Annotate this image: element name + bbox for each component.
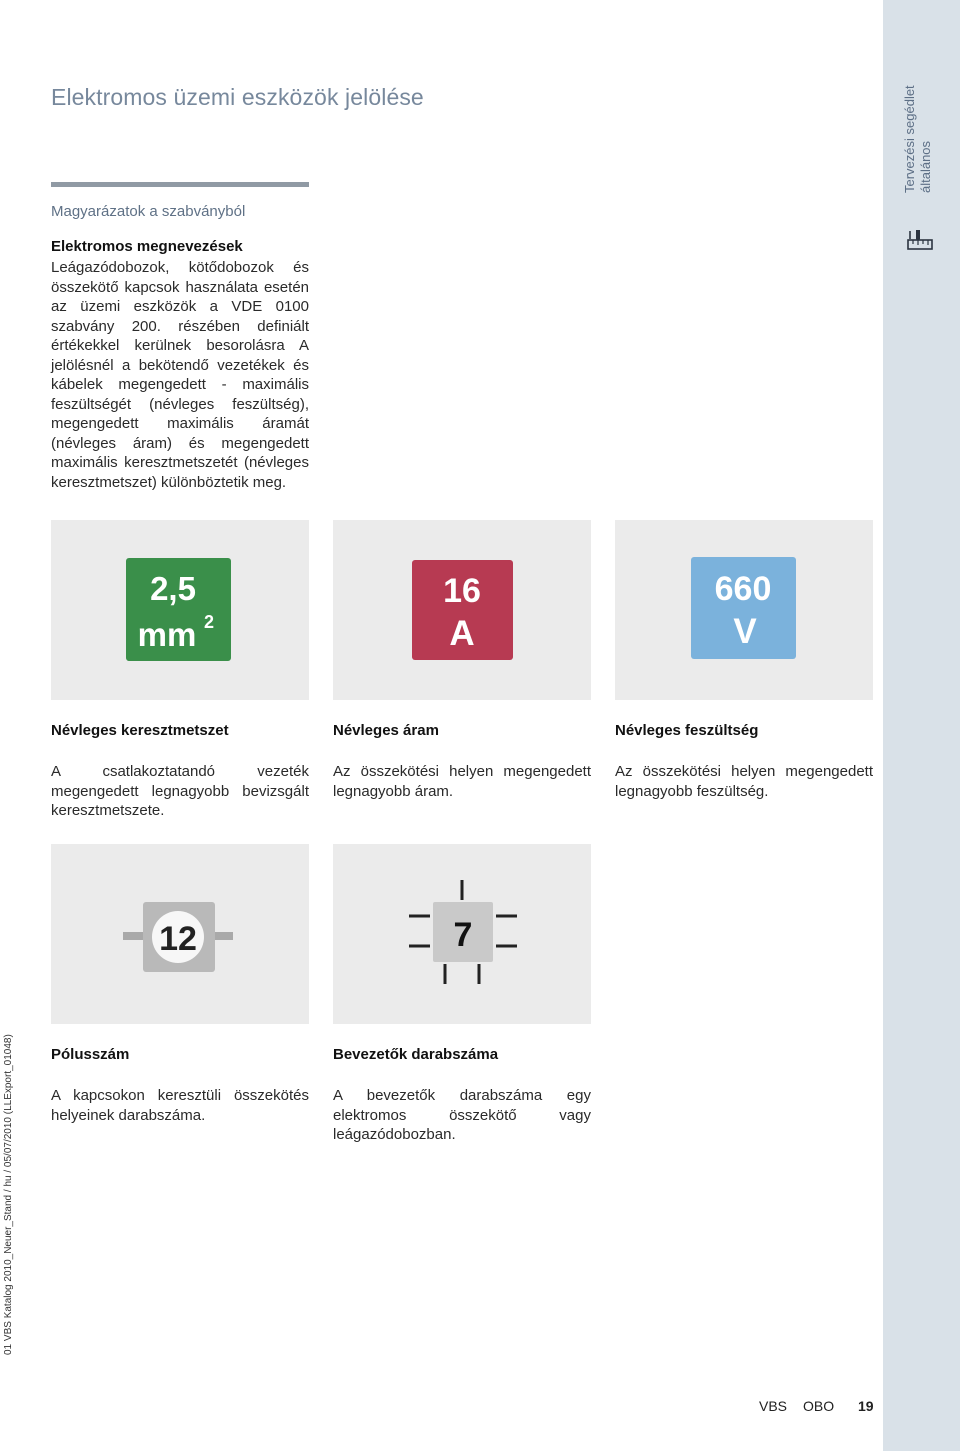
card-text-conductors: A bevezetők darabszáma egy elektromos összekötő vagy leágazódobozban. xyxy=(333,1087,591,1143)
card-title-current: Névleges áram xyxy=(333,722,439,739)
card-text-cross-section: A csatlakoztatandó vezeték megengedett legnagyobb bevizsgált keresztmetszete. xyxy=(51,763,309,819)
sidebar-label-line1: Tervezési segédlet xyxy=(902,85,917,193)
voltage-value: 660 xyxy=(714,570,772,608)
poles-symbol xyxy=(51,844,309,1024)
card-text-poles: A kapcsokon keresztüli összekötés helyeinek darabszáma. xyxy=(51,1087,309,1124)
card-title-conductors: Bevezetők darabszáma xyxy=(333,1046,499,1063)
card-text-current: Az összekötési helyen megengedett legnagyobb áram. xyxy=(333,763,591,800)
ruler-pencil-icon xyxy=(906,228,934,252)
cross-section-unit-superscript: 2 xyxy=(203,612,215,632)
card-title-voltage: Névleges feszültség xyxy=(615,722,759,739)
current-symbol-panel xyxy=(333,520,591,700)
current-unit: A xyxy=(449,614,475,653)
page-number: 19 xyxy=(858,1398,874,1414)
sidebar-label-line2: általános xyxy=(918,140,933,193)
sidebar-section-label xyxy=(902,85,934,193)
cross-section-unit: mm xyxy=(137,616,197,653)
poles-value: 12 xyxy=(159,920,197,958)
subtitle: Magyarázatok a szabványból xyxy=(51,203,246,220)
voltage-symbol xyxy=(615,520,873,700)
footer-brand-obo: OBO xyxy=(803,1398,835,1414)
title-divider xyxy=(51,182,309,187)
intro-paragraph: Leágazódobozok, kötődobozok és összekötő kapcsok használata esetén az üzemi eszközök a VDE 0100 szabvány 200. részében definiált értékekkel kerülnek besorolásra A jelölésnél a bekötendő vezetékek és kábelek megengedett - maximális feszültségét (névleges feszültség), megengedett maximális áramát (névleges áram) és megengedett maximális keresztmetszetét (névleges keresztmetszet) különböztetik meg. xyxy=(51,259,309,491)
cross-section-value: 2,5 xyxy=(150,570,196,607)
page-title: Elektromos üzemi eszközök jelölése xyxy=(51,84,424,110)
poles-symbol-panel xyxy=(51,844,309,1024)
conductors-symbol xyxy=(333,844,591,1024)
cross-section-symbol-panel xyxy=(51,520,309,700)
conductors-symbol-panel xyxy=(333,844,591,1024)
footer-brand-vbs: VBS xyxy=(759,1398,788,1414)
sidebar xyxy=(883,0,960,1451)
card-text-voltage: Az összekötési helyen megengedett legnagyobb feszültség. xyxy=(615,763,873,800)
current-value: 16 xyxy=(443,572,481,610)
footer-document-id: 01 VBS Katalog 2010_Neuer_Stand / hu / 05/07/2010 (LLExport_01048) xyxy=(3,1034,14,1355)
section-heading: Elektromos megnevezések xyxy=(51,238,243,255)
voltage-symbol-panel xyxy=(615,520,873,700)
voltage-unit: V xyxy=(733,612,757,651)
conductors-value: 7 xyxy=(453,916,473,954)
card-title-poles: Pólusszám xyxy=(51,1046,130,1063)
card-title-cross-section: Névleges keresztmetszet xyxy=(51,722,229,739)
current-symbol xyxy=(333,520,591,700)
cross-section-symbol xyxy=(51,520,309,700)
